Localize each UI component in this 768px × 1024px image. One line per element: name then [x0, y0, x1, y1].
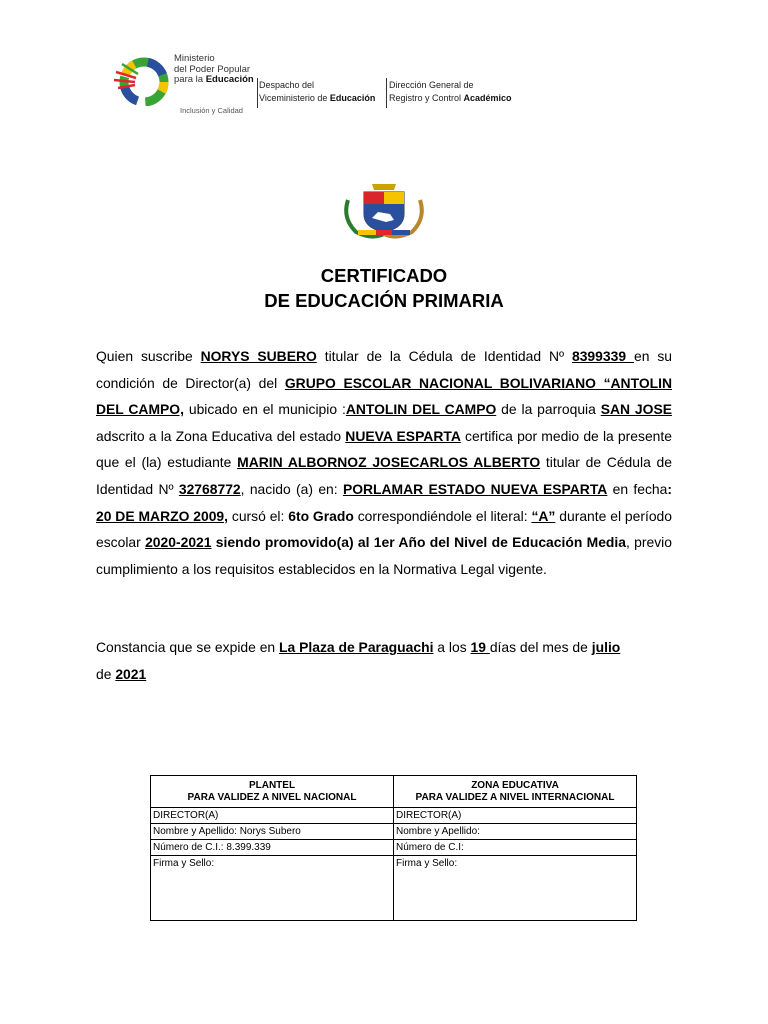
- birthplace: PORLAMAR ESTADO NUEVA ESPARTA: [342, 480, 608, 497]
- letterhead: [108, 48, 538, 120]
- divider: [386, 78, 387, 108]
- ministry-logo-icon: [108, 52, 174, 106]
- plantel-ci-field: Número de C.I.: 8.399.339: [151, 840, 394, 856]
- school-name: GRUPO ESCOLAR NACIONAL BOLIVARIANO “ANTOLIN DEL CAMPO,: [96, 374, 672, 418]
- grade: 6to Grado: [288, 507, 354, 524]
- zona-director-label: DIRECTOR(A): [394, 808, 637, 824]
- coat-of-arms-icon: [338, 178, 430, 240]
- promotion-text: siendo promovido(a) al 1er Año del Nivel de Educación Media: [211, 534, 626, 551]
- certificate-body: Quien suscribe NORYS SUBERO titular de la Cédula de Identidad Nº 8399339 en su condición de Director(a) del GRUPO ESCOLAR NACIONAL BOLIVARIANO “ANTOLIN DEL CAMPO, ubicado en el municipio :ANTOLIN DEL CAMPO de la parroquia SAN JOSE adscrito a la Zona Educativa del estado NUEVA ESPARTA certifica por medio de la presente que el (la) estudiante MARIN ALBORNOZ JOSECARLOS ALBERTO titular de Cédula de Identidad Nº 32768772, nacido (a) en: PORLAMAR ESTADO NUEVA ESPARTA en fecha: 20 DE MARZO 2009, cursó el: 6to Grado correspondiéndole el literal: “A” durante el período escolar 2020-2021 siendo promovido(a) al 1er Año del Nivel de Educación Media, previo cumplimiento a los requisitos establecidos en la Normativa Legal vigente.: [96, 348, 673, 577]
- director-name: NORYS SUBERO: [200, 348, 317, 364]
- zona-ci-field: Número de C.I:: [394, 840, 637, 856]
- signature-table: [150, 775, 637, 921]
- zona-signature-field: Firma y Sello:: [394, 856, 637, 921]
- student-name: MARIN ALBORNOZ JOSECARLOS ALBERTO: [237, 454, 541, 471]
- registry-direction-name: Dirección General de Registro y Control Académico: [389, 80, 512, 103]
- plantel-name-field: Nombre y Apellido: Norys Subero: [151, 824, 394, 840]
- plantel-signature-field: Firma y Sello:: [151, 856, 394, 921]
- parish: SAN JOSE: [600, 401, 672, 418]
- divider: [257, 78, 258, 108]
- plantel-director-label: DIRECTOR(A): [151, 808, 394, 824]
- vice-ministry-name: Despacho del Viceministerio de Educación: [259, 80, 376, 103]
- municipality: ANTOLIN DEL CAMPO: [345, 401, 497, 418]
- school-period: 2020-2021: [145, 534, 212, 551]
- document-subtitle: DE EDUCACIÓN PRIMARIA: [264, 290, 504, 311]
- ministry-tagline: Inclusión y Calidad: [180, 106, 243, 115]
- ministry-name: Ministerio del Poder Popular para la Educación: [174, 53, 254, 85]
- zona-educativa-header: ZONA EDUCATIVA PARA VALIDEZ A NIVEL INTERNACIONAL: [394, 776, 637, 808]
- student-ci: 32768772: [178, 480, 241, 497]
- issue-place: La Plaza de Paraguachi: [279, 639, 434, 655]
- document-title: CERTIFICADO: [320, 265, 448, 286]
- closing-statement: Constancia que se expide en La Plaza de Paraguachi a los 19 días del mes de julio de 2021: [96, 639, 621, 682]
- literal: “A”: [531, 507, 556, 524]
- issue-year: 2021: [115, 665, 147, 682]
- director-ci: 8399339: [571, 348, 634, 364]
- state: NUEVA ESPARTA: [345, 427, 461, 444]
- birthdate: 20 DE MARZO 2009,: [96, 507, 229, 524]
- issue-month: julio: [591, 639, 621, 655]
- plantel-header: PLANTEL PARA VALIDEZ A NIVEL NACIONAL: [151, 776, 394, 808]
- issue-day: 19: [470, 639, 490, 655]
- zona-name-field: Nombre y Apellido:: [394, 824, 637, 840]
